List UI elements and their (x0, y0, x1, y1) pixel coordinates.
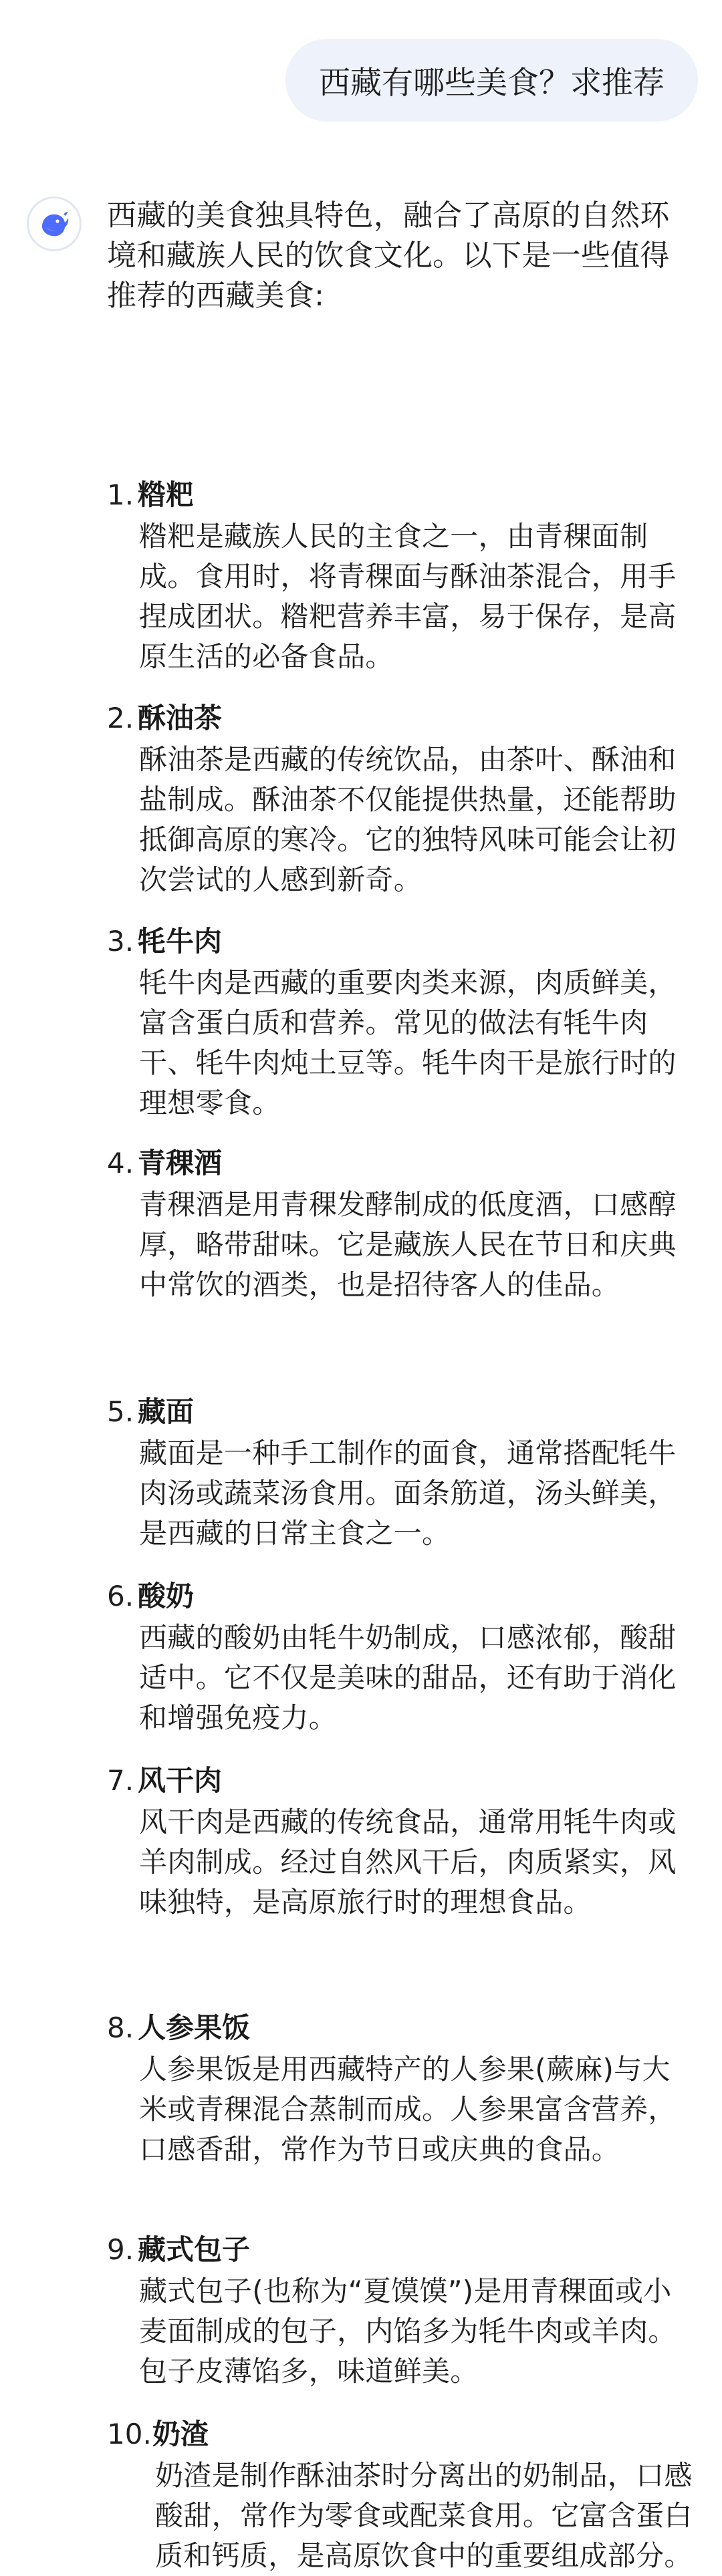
item-description: 风干肉是西藏的传统食品，通常用牦牛肉或羊肉制成。经过自然风干后，肉质紧实，风味独特，是高原旅行时的理想食品。 (139, 1806, 677, 1918)
item-title (107, 700, 695, 737)
item-number: 8. (107, 2011, 134, 2044)
whale-logo-icon (37, 206, 72, 241)
list-item (107, 700, 695, 900)
item-name: 人参果饭 (138, 2011, 251, 2044)
item-name: 酥油茶 (138, 702, 223, 734)
item-description: 藏式包子(也称为“夏馍馍”)是用青稞面或小麦面制成的包子，内馅多为牦牛肉或羊肉。包子皮薄馅多，味道鲜美。 (139, 2275, 677, 2388)
item-title (107, 2009, 695, 2047)
item-number: 3. (107, 925, 134, 958)
user-message-bubble (285, 39, 698, 122)
list-item (107, 1393, 695, 1554)
item-number: 5. (107, 1395, 134, 1428)
item-description: 西藏的酸奶由牦牛奶制成，口感浓郁，酸甜适中。它不仅是美味的甜品，还有助于消化和增强免疫力。 (139, 1621, 677, 1734)
list-item (107, 1578, 695, 1738)
assistant-avatar (27, 196, 82, 251)
item-title (107, 476, 695, 514)
item-number: 6. (107, 1580, 134, 1612)
item-name: 藏式包子 (138, 2233, 251, 2266)
list-item (107, 2009, 695, 2170)
item-name: 奶渣 (152, 2418, 209, 2450)
item-number: 1. (107, 478, 134, 511)
item-name: 藏面 (138, 1395, 195, 1428)
item-number: 4. (107, 1147, 134, 1179)
item-number: 2. (107, 702, 134, 734)
item-description: 牦牛肉是西藏的重要肉类来源，肉质鲜美，富含蛋白质和营养。常见的做法有牦牛肉干、牦牛肉炖土豆等。牦牛肉干是旅行时的理想零食。 (139, 966, 677, 1119)
item-title (107, 2416, 695, 2453)
item-number: 9. (107, 2233, 134, 2266)
item-description: 人参果饭是用西藏特产的人参果(蕨麻)与大米或青稞混合蒸制而成。人参果富含营养，口感香甜，常作为节日或庆典的食品。 (139, 2053, 677, 2166)
assistant-answer (107, 196, 695, 2572)
list-item (107, 476, 695, 677)
item-title (107, 1145, 695, 1182)
item-title (107, 1762, 695, 1800)
item-title (107, 2231, 695, 2269)
item-title (107, 923, 695, 960)
list-item (107, 923, 695, 1123)
item-description: 糌粑是藏族人民的主食之一，由青稞面制成。食用时，将青稞面与酥油茶混合，用手捏成团状。糌粑营养丰富，易于保存，是高原生活的必备食品。 (139, 520, 677, 673)
item-description: 青稞酒是用青稞发酵制成的低度酒，口感醇厚，略带甜味。它是藏族人民在节日和庆典中常饮的酒类，也是招待客人的佳品。 (139, 1188, 677, 1301)
item-description: 酥油茶是西藏的传统饮品，由茶叶、酥油和盐制成。酥油茶不仅能提供热量，还能帮助抵御高原的寒冷。它的独特风味可能会让初次尝试的人感到新奇。 (139, 743, 677, 896)
item-name: 酸奶 (138, 1580, 195, 1612)
list-item (107, 1145, 695, 1305)
list-item (107, 1762, 695, 1922)
item-number: 10. (107, 2418, 152, 2450)
list-item (107, 2416, 695, 2576)
answer-intro: 西藏的美食独具特色，融合了高原的自然环境和藏族人民的饮食文化。以下是一些值得推荐的西藏美食: (107, 198, 670, 313)
list-item (107, 2231, 695, 2392)
item-title (107, 1578, 695, 1615)
item-name: 牦牛肉 (138, 925, 223, 958)
item-title (107, 1393, 695, 1431)
item-description: 藏面是一种手工制作的面食，通常搭配牦牛肉汤或蔬菜汤食用。面条筋道，汤头鲜美，是西藏的日常主食之一。 (139, 1437, 677, 1550)
user-message-text: 西藏有哪些美食？求推荐 (319, 64, 665, 102)
item-name: 青稞酒 (138, 1147, 223, 1179)
item-name: 糌粑 (138, 478, 195, 511)
item-description: 奶渣是制作酥油茶时分离出的奶制品，口感酸甜，常作为零食或配菜食用。它富含蛋白质和钙质，是高原饮食中的重要组成部分。 (155, 2459, 693, 2572)
item-number: 7. (107, 1764, 134, 1797)
item-name: 风干肉 (138, 1764, 223, 1797)
